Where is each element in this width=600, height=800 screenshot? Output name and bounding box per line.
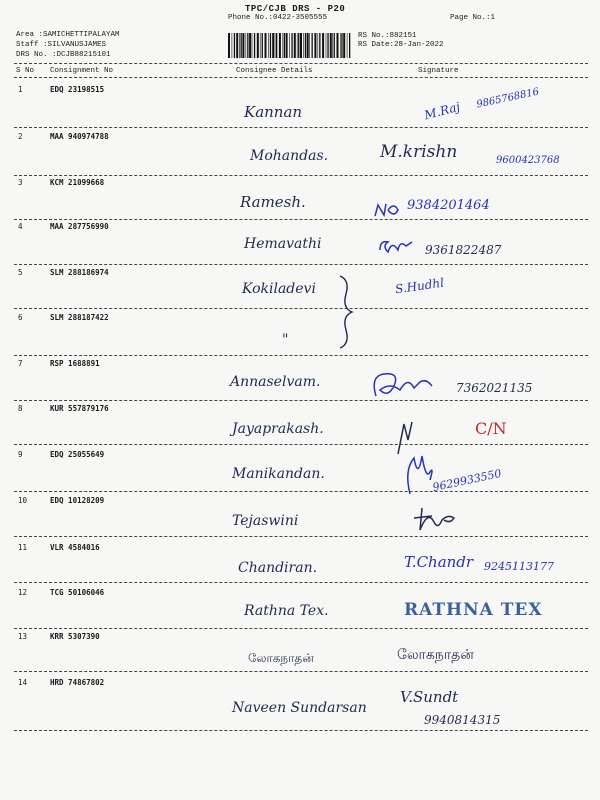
row-9-phone: 9629933550: [431, 466, 503, 495]
header-left-block: [16, 30, 120, 60]
row-12-consignment: TCG 50106046: [50, 588, 105, 597]
row-10-consignee-name: Tejaswini: [232, 513, 299, 529]
row-14-consignee-name: Naveen Sundarsan: [232, 700, 367, 716]
row-6-consignee-name: ": [282, 332, 289, 348]
row-4-divider: [14, 264, 588, 265]
column-header-sno: S No: [16, 67, 35, 75]
barcode-bar: [303, 33, 304, 58]
barcode-bar: [239, 33, 240, 58]
row-6-divider: [14, 355, 588, 356]
row-2-consignee-name: Mohandas.: [250, 148, 329, 164]
area-field: Area :SAMICHETTIPALAYAM: [16, 31, 120, 39]
row-5-sno: 5: [18, 268, 23, 277]
barcode-bar: [314, 33, 316, 58]
row-8-consignee-name: Jayaprakash.: [232, 421, 324, 437]
barcode-bar: [262, 33, 263, 58]
barcode-bar: [275, 33, 276, 58]
barcode-bar: [291, 33, 292, 58]
barcode-bar: [279, 33, 281, 58]
row-7-consignment: RSP 1688891: [50, 359, 100, 368]
barcode-bar: [289, 33, 290, 58]
header-right-block: [358, 32, 444, 50]
barcode-bar: [327, 33, 328, 58]
column-header-signature: Signature: [418, 67, 459, 75]
barcode-bar: [265, 33, 267, 58]
ditto-brace: [336, 272, 358, 352]
row-8-divider: [14, 444, 588, 445]
row-12-sno: 12: [18, 588, 28, 597]
row-3-consignment: KCM 21099668: [50, 178, 105, 187]
row-2-consignment: MAA 940974788: [50, 132, 109, 141]
barcode-bar: [294, 33, 296, 58]
barcode-bar: [326, 33, 327, 58]
barcode-bar: [340, 33, 341, 58]
column-header-consignee: Consignee Details: [236, 67, 313, 75]
barcode-bar: [334, 33, 335, 58]
column-header-divider: [14, 77, 588, 78]
barcode-bar: [257, 33, 259, 58]
row-11-divider: [14, 582, 588, 583]
column-header-consignment: Consignment No: [50, 67, 114, 75]
barcode-bar: [268, 33, 269, 58]
row-10-divider: [14, 536, 588, 537]
row-13-sno: 13: [18, 632, 28, 641]
row-3-consignee-name: Ramesh.: [240, 193, 306, 211]
barcode-bar: [349, 33, 350, 58]
row-7-divider: [14, 400, 588, 401]
phone-number: Phone No.:0422-3505555: [228, 14, 328, 22]
barcode-bar: [332, 33, 333, 58]
barcode-bar: [343, 33, 345, 58]
row-5-consignee-name: Kokiladevi: [242, 281, 316, 297]
row-11-consignee-name: Chandiran.: [238, 560, 318, 576]
barcode-bar: [286, 33, 288, 58]
barcode-bar: [312, 33, 313, 58]
row-12-consignee-name: Rathna Tex.: [244, 603, 329, 619]
staff-field: Staff :SILVANUSJAMES: [16, 41, 107, 49]
drs-number-field: DRS No. :DCJB88215101: [16, 51, 111, 59]
row-9-signature: [400, 450, 436, 496]
barcode-bar: [228, 33, 230, 58]
row-8-sno: 8: [18, 404, 23, 413]
barcode-bar: [298, 33, 299, 58]
row-1-sno: 1: [18, 85, 23, 94]
barcode: [228, 33, 352, 58]
row-7-consignee-name: Annaselvam.: [230, 374, 321, 390]
row-3-signature: [372, 200, 402, 220]
barcode-bar: [236, 33, 238, 58]
barcode-bar: [305, 33, 306, 58]
row-8-consignment: KUR 557879176: [50, 404, 109, 413]
barcode-bar: [309, 33, 310, 58]
sheet-title: TPC/CJB DRS - P20: [245, 4, 346, 14]
barcode-bar: [330, 33, 332, 58]
barcode-bar: [319, 33, 320, 58]
barcode-bar: [247, 33, 248, 58]
row-11-phone: 9245113177: [484, 560, 554, 573]
row-11-signature: T.Chandr: [404, 553, 474, 571]
row-9-sno: 9: [18, 450, 23, 459]
row-4-consignment: MAA 287756990: [50, 222, 109, 231]
barcode-bar: [322, 33, 324, 58]
page-number: Page No.:1: [450, 14, 496, 22]
row-10-sno: 10: [18, 496, 28, 505]
barcode-bar: [284, 33, 285, 58]
barcode-bar: [252, 33, 253, 58]
header-divider: [14, 63, 588, 64]
row-2-phone: 9600423768: [496, 155, 560, 166]
barcode-bar: [318, 33, 319, 58]
barcode-bar: [276, 33, 277, 58]
barcode-bar: [337, 33, 339, 58]
barcode-bar: [341, 33, 342, 58]
barcode-bar: [241, 33, 242, 58]
row-2-divider: [14, 175, 588, 176]
row-4-signature: [376, 236, 416, 258]
barcode-bar: [307, 33, 309, 58]
row-1-consignment: EDQ 23198515: [50, 85, 105, 94]
barcode-bar: [347, 33, 348, 58]
row-10-consignment: EDQ 10128209: [50, 496, 105, 505]
row-2-signature: M.krishn: [380, 142, 458, 162]
row-14-divider: [14, 730, 588, 731]
row-9-consignment: EDQ 25055649: [50, 450, 105, 459]
barcode-bar: [283, 33, 284, 58]
row-7-signature: [370, 368, 440, 402]
row-14-consignment: HRD 74867802: [50, 678, 105, 687]
row-14-sno: 14: [18, 678, 28, 687]
row-5-divider: [14, 308, 588, 309]
barcode-bar: [254, 33, 255, 58]
row-1-signature: M.Raj: [422, 99, 462, 123]
barcode-bar: [242, 33, 244, 58]
rs-date-field: RS Date:28-Jan-2022: [358, 41, 444, 49]
rs-number-field: RS No.:882151: [358, 32, 417, 40]
row-11-consignment: VLR 4584016: [50, 543, 100, 552]
row-8-signature: C/N: [475, 419, 507, 438]
row-13-signature: லோகநாதன்: [397, 647, 474, 663]
barcode-bar: [232, 33, 233, 58]
row-3-divider: [14, 219, 588, 220]
row-3-sno: 3: [18, 178, 23, 187]
row-7-sno: 7: [18, 359, 23, 368]
row-1-consignee-name: Kannan: [244, 103, 303, 121]
row-11-sno: 11: [18, 543, 28, 552]
row-5-signature: S.Hudhl: [394, 275, 445, 297]
row-13-consignee-name: லோகநாதன்: [248, 651, 314, 665]
row-5-consignment: SLM 288186974: [50, 268, 109, 277]
barcode-bar: [297, 33, 298, 58]
barcode-bar: [249, 33, 251, 58]
row-12-divider: [14, 628, 588, 629]
row-6-sno: 6: [18, 313, 23, 322]
row-9-consignee-name: Manikandan.: [232, 466, 325, 482]
barcode-bar: [272, 33, 274, 58]
row-1-phone: 9865768816: [475, 86, 541, 111]
barcode-bar: [246, 33, 247, 58]
row-1-divider: [14, 127, 588, 128]
row-13-consignment: KRR 5307390: [50, 632, 100, 641]
row-4-consignee-name: Hemavathi: [244, 236, 322, 252]
row-4-sno: 4: [18, 222, 23, 231]
barcode-bar: [234, 33, 235, 58]
row-3-phone: 9384201464: [407, 198, 490, 213]
row-4-phone: 9361822487: [425, 243, 502, 257]
row-2-sno: 2: [18, 132, 23, 141]
barcode-bar: [300, 33, 302, 58]
row-9-divider: [14, 491, 588, 492]
row-14-signature: V.Sundt: [400, 688, 459, 706]
barcode-bar: [260, 33, 261, 58]
row-7-phone: 7362021135: [456, 381, 533, 395]
row-10-signature: [408, 504, 468, 532]
barcode-bar: [270, 33, 271, 58]
row-13-divider: [14, 671, 588, 672]
row-14-phone: 9940814315: [424, 713, 501, 727]
row-6-consignment: SLM 288187422: [50, 313, 109, 322]
row-12-stamp: RATHNA TEX: [404, 600, 543, 620]
